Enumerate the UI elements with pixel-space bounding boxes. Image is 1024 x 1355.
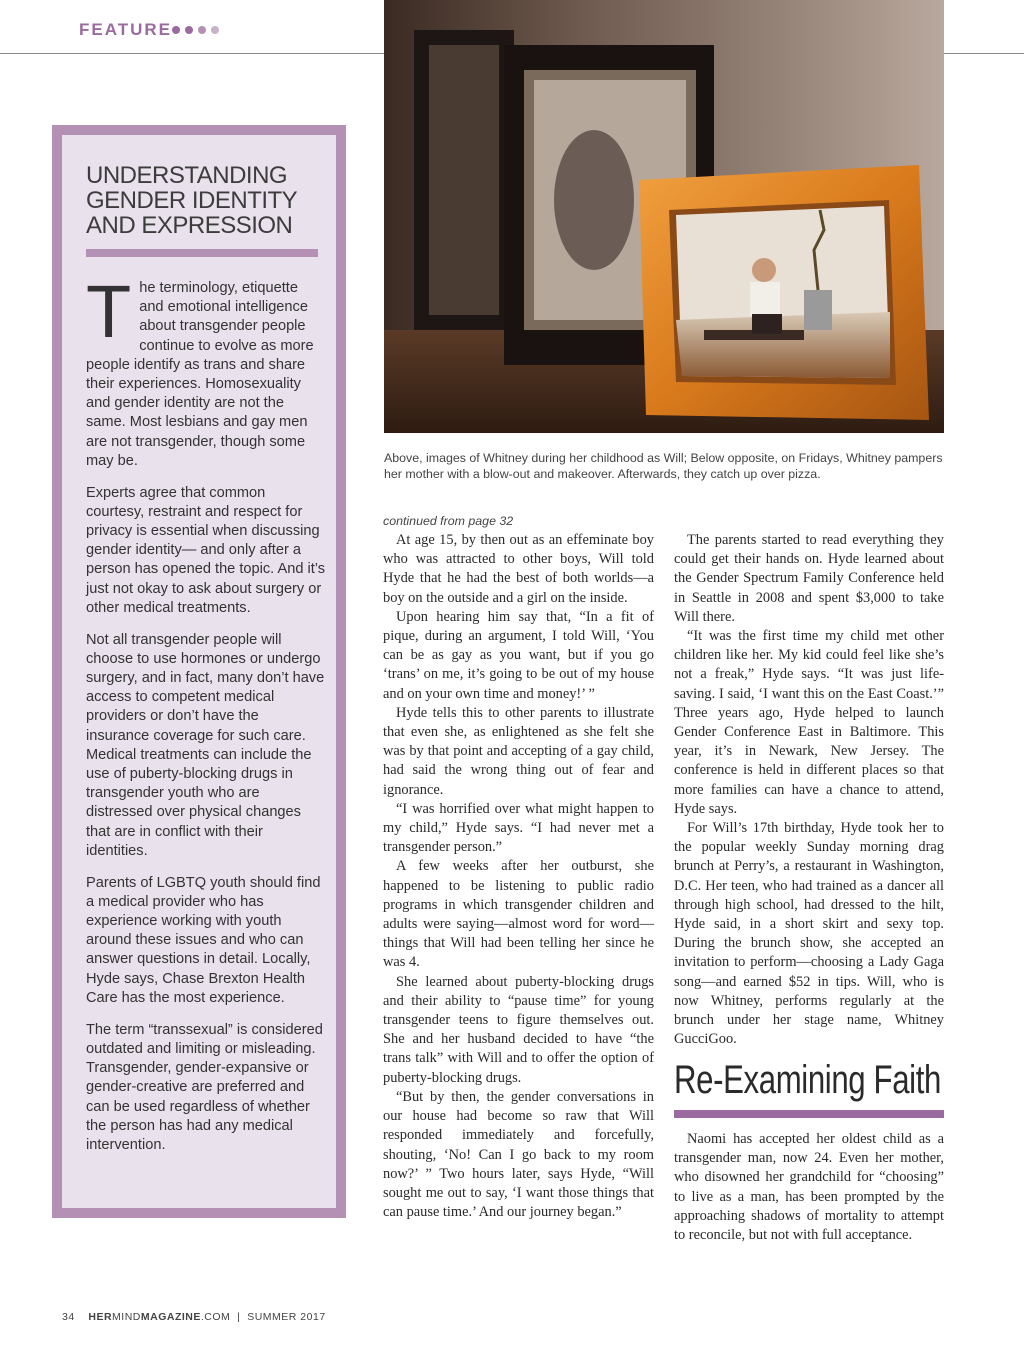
article-paragraph: For Will’s 17th birthday, Hyde took her to the popular weekly Sunday morning drag brunch at Perry’s, a restaurant in Washington, D.C. Her teen, who had trained as a dancer all through high school, had dressed to the hilt, Hyde said, in a short skirt and sexy top. During the brunch show, she accepted an invitation to perform—choosing a Lady Gaga song—and earned $52 in tips. Will, who is now Whitney, performs regularly at the brunch under her stage name, Whitney GucciGoo. [674,820,944,1048]
article-paragraph: “But by then, the gender conversations in our house had become so raw that Will responded immediately and forcefully, shouting, ‘No! Can I go back to my room now?’ ” Two hours later, says Hyde, “Will sought me out to say, ‘I want those things that can pause time.’ And our journey began.” [383,1088,654,1221]
article-paragraph: “I was horrified over what might happen to my child,” Hyde says. “I had never met a transgender person.” [383,800,654,856]
article-paragraph: At age 15, by then out as an effeminate boy who was attracted to other boys, Will told Hyde that he had the best of both worlds—a boy on the outside and a girl on the inside. [383,532,654,606]
section-dot-icon [185,26,193,34]
page-footer [62,1311,326,1323]
header-rule-left [0,53,384,54]
article-column-left [383,531,654,1222]
header-rule-right [944,53,1024,54]
article-paragraph: “It was the first time my child met other children like her. My kid could feel like she’s not a freak,” Hyde says. “It was just life-saving. I said, ‘I want this on the East Coast.’” Three years ago, Hyde helped to launch Gender Conference East in Baltimore. This year, it’s in Newark, New Jersey. The conference is held in different places so that more families can have a chance to attend, Hyde says. [674,628,944,817]
sidebar-paragraph: Not all transgender people will choose to use hormones or undergo surgery, and in fact, many don’t have access to competent medical providers or don’t have the insurance coverage for such care. Medical treatments can include the use of puberty-blocking drugs in transgender youth who are distressed over physical changes that are in conflict with their identities. [86,631,325,859]
sidebar-box [52,125,346,1218]
section-dot-icon [211,26,219,34]
footer-separator: | [237,1311,241,1323]
dropcap: T [86,270,132,353]
article-paragraph: Naomi has accepted her oldest child as a transgender man, now 24. Even her mother, who disowned her grandchild for “choosing” to live as a man, has been prompted by the approaching shadows of mortality to attempt to reconcile, but not with full acceptance. [674,1131,944,1244]
section-dots [172,26,219,34]
article-paragraph: A few weeks after her outburst, she happened to be listening to public radio programs in which transgender children and adults were saying—almost word for word—things that Will had been telling her since he was 4. [383,858,654,971]
sidebar-paragraph: The terminology, etiquette and emotional intelligence about transgender people continue to evolve as more people identify as trans and share their experiences. Homosexuality and gender identity are not the same. Most lesbians and gay men are not transgender, though some may be. [86,270,314,469]
sidebar-paragraph: Parents of LGBTQ youth should find a medical provider who has experience working with youth around these issues and who can answer questions in detail. Locally, Hyde says, Chase Brexton Health Care has the most experience. [86,874,321,1006]
sidebar-title-rule [86,249,318,257]
article-paragraph: The parents started to read everything they could get their hands on. Hyde learned about the Gender Spectrum Family Conference held in Seattle in 2008 and spent $3,000 to take Will there. [674,532,944,625]
article-paragraph: She learned about puberty-blocking drugs and their ability to “pause time” for young transgender teens to figure themselves out. She and her husband decided to have “the trans talk” with Will and to offer the option of puberty-blocking drugs. [383,973,654,1086]
subheading: Re-Examining Faith [674,1058,941,1102]
continued-note: continued from page 32 [383,514,514,528]
article-paragraph: Upon hearing him say that, “In a fit of pique, during an argument, I told Will, ‘You can be as gay as you want, but if you go ‘trans’ on me, it’s going to be out of my house and on your own time and money!’ ” [383,608,654,702]
section-dot-icon [172,26,180,34]
subheading-rule [674,1110,944,1118]
sidebar-paragraph: The term “transsexual” is considered outdated and limiting or misleading. Transgender, gender-expansive or gender-creative are preferred and can be used regardless of whether the person has had any medical intervention. [86,1021,323,1153]
sidebar-paragraph: Experts agree that common courtesy, restraint and respect for privacy is essential when discussing gender identity— and only after a person has opened the topic. And it’s just not okay to ask about surgery or other medical treatments. [86,484,326,616]
section-dot-icon [198,26,206,34]
page-number: 34 [62,1311,75,1323]
site-name-part: HER [88,1311,113,1323]
sidebar-body [86,270,326,1168]
site-name-part: .COM [200,1311,231,1323]
site-name-part: MAGAZINE [140,1311,201,1323]
photo-caption: Above, images of Whitney during her childhood as Will; Below opposite, on Fridays, Whitney pampers her mother with a blow-out and makeover. Afterwards, they catch up over pizza. [384,451,943,481]
sidebar-title: UNDERSTANDING GENDER IDENTITY AND EXPRESSION [86,162,297,239]
framed-photos-image [384,0,944,433]
article-paragraph: Hyde tells this to other parents to illustrate that even she, as enlightened as she felt she was by that point and accepting of a gay child, had said the wrong thing out of fear and ignorance. [383,704,654,798]
issue-label: SUMMER 2017 [247,1311,326,1323]
article-column-right [674,531,944,1049]
section-label: FEATURE [79,20,173,39]
article-column-right-continued [674,1130,944,1245]
site-name-part: MIND [112,1311,141,1323]
